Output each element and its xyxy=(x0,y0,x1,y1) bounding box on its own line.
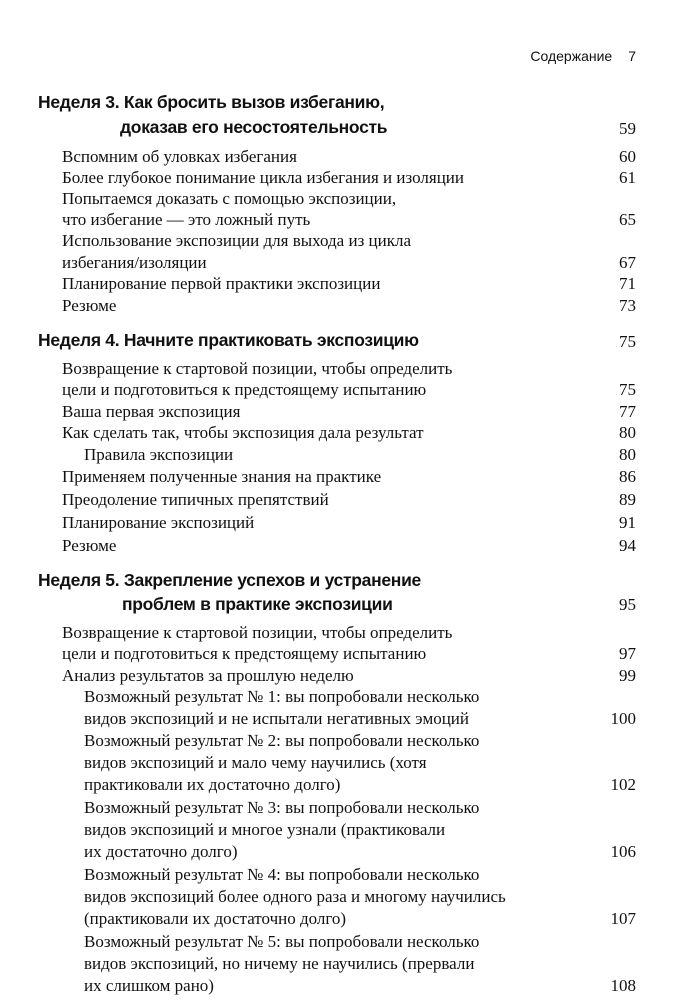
chapter-title-line: Неделя 5. Закрепление успехов и устранение xyxy=(38,570,421,590)
toc-entry-line: цели и подготовиться к предстоящему испытанию xyxy=(62,644,427,663)
toc-entry-line: видов экспозиций более одного раза и многому научились xyxy=(84,887,506,906)
toc-entry-page: 106 xyxy=(610,842,636,861)
toc-entry-line: Ваша первая экспозиция xyxy=(62,402,241,421)
chapter-page-number: 59 xyxy=(619,119,636,138)
toc-entry-page: 67 xyxy=(619,253,636,272)
chapter-title-line: доказав его несостоятельность xyxy=(120,117,388,137)
toc-entry-page: 80 xyxy=(619,445,636,464)
running-header-page-number: 7 xyxy=(628,48,636,64)
toc-entry-page: 89 xyxy=(619,490,636,509)
toc-entry-line: Резюме xyxy=(62,536,117,555)
toc-entry-line: избегания/изоляции xyxy=(62,253,207,272)
toc-entry-line: Использование экспозиции для выхода из цикла xyxy=(62,231,412,250)
toc-entry-page: 77 xyxy=(619,402,636,421)
toc-entry-line: видов экспозиций, но ничему не научились (прервали xyxy=(84,954,475,973)
toc-entry-line: Резюме xyxy=(62,296,117,315)
toc-entry-line: Планирование первой практики экспозиции xyxy=(62,274,381,293)
toc-entry-line: Возможный результат № 1: вы попробовали несколько xyxy=(84,687,480,706)
toc-entry-line: Возможный результат № 2: вы попробовали несколько xyxy=(84,731,480,750)
toc-entry-line: Планирование экспозиций xyxy=(62,513,255,532)
toc-entry-line: Вспомним об уловках избегания xyxy=(62,147,297,166)
toc-entry-page: 99 xyxy=(619,666,636,685)
toc-entry-line: их слишком рано) xyxy=(84,976,214,995)
toc-entry-line: Анализ результатов за прошлую неделю xyxy=(62,666,354,685)
toc-entry-line: практиковали их достаточно долго) xyxy=(84,775,341,794)
chapter-title-line: проблем в практике экспозиции xyxy=(122,594,393,614)
chapter-page-number: 75 xyxy=(619,332,636,351)
chapter-title-line: Неделя 3. Как бросить вызов избеганию, xyxy=(38,92,385,112)
toc-entry-page: 91 xyxy=(619,513,636,532)
chapter-page-number: 95 xyxy=(619,595,636,614)
toc-entry-line: видов экспозиций и мало чему научились (хотя xyxy=(84,753,427,772)
toc-entry-line: Возвращение к стартовой позиции, чтобы определить xyxy=(62,359,453,378)
toc-entry-line: Правила экспозиции xyxy=(84,445,234,464)
toc-entry-page: 94 xyxy=(619,536,636,555)
toc-entry-line: Более глубокое понимание цикла избегания и изоляции xyxy=(62,168,464,187)
toc-entry-line: Преодоление типичных препятствий xyxy=(62,490,329,509)
toc-entry-page: 61 xyxy=(619,168,636,187)
toc-entry-line: Возможный результат № 4: вы попробовали несколько xyxy=(84,865,480,884)
toc-entry-page: 75 xyxy=(619,380,636,399)
toc-entry-page: 102 xyxy=(610,775,636,794)
toc-entry-line: Возможный результат № 5: вы попробовали несколько xyxy=(84,932,480,951)
toc-entry-line: Возвращение к стартовой позиции, чтобы определить xyxy=(62,623,453,642)
toc-entry-line: цели и подготовиться к предстоящему испытанию xyxy=(62,380,427,399)
toc-entry-page: 108 xyxy=(610,976,636,995)
toc-entry-line: видов экспозиций и не испытали негативных эмоций xyxy=(84,709,469,728)
toc-entry-line: их достаточно долго) xyxy=(84,842,238,861)
toc-entry-page: 107 xyxy=(610,909,636,928)
toc-entry-line: Применяем полученные знания на практике xyxy=(62,467,382,486)
toc-entry-line: что избегание — это ложный путь xyxy=(62,210,311,229)
toc-entry-page: 97 xyxy=(619,644,636,663)
chapter-title-line: Неделя 4. Начните практиковать экспозицию xyxy=(38,330,419,350)
toc-entry-page: 60 xyxy=(619,147,636,166)
toc-entry-line: Как сделать так, чтобы экспозиция дала результат xyxy=(62,423,424,442)
toc-entry-line: (практиковали их достаточно долго) xyxy=(84,909,347,928)
toc-entry-page: 71 xyxy=(619,274,636,293)
toc-entry-page: 65 xyxy=(619,210,636,229)
toc-entry-line: Возможный результат № 3: вы попробовали несколько xyxy=(84,798,480,817)
toc-entry-page: 73 xyxy=(619,296,636,315)
toc-entry-page: 80 xyxy=(619,423,636,442)
running-header-title: Содержание xyxy=(530,48,613,64)
toc-entry-page: 86 xyxy=(619,467,636,486)
toc-entry-line: Попытаемся доказать с помощью экспозиции, xyxy=(62,189,397,208)
toc-entry-page: 100 xyxy=(610,709,636,728)
toc-entry-line: видов экспозиций и многое узнали (практиковали xyxy=(84,820,446,839)
running-header xyxy=(530,48,636,64)
